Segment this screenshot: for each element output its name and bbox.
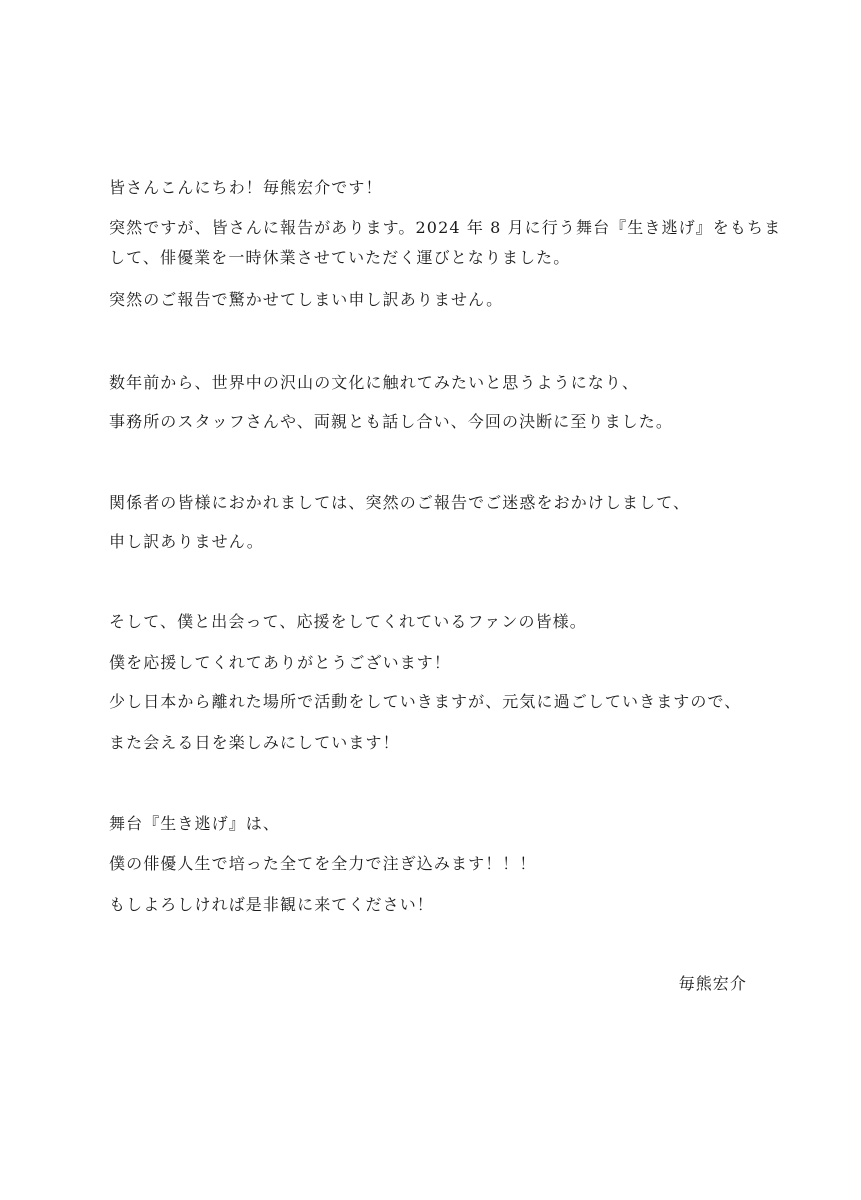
reason-line-1: 数年前から、世界中の沢山の文化に触れてみたいと思うようになり、 [109,373,640,392]
reason-line-2: 事務所のスタッフさんや、両親とも話し合い、今回の決断に至りました。 [109,412,673,431]
greeting-line: 皆さんこんにちわ！毎熊宏介です！ [109,178,383,197]
fans-line-4: また会える日を楽しみにしています！ [109,733,400,752]
apology-line: 突然のご報告で驚かせてしまい申し訳ありません。 [109,290,504,309]
stakeholders-line-2: 申し訳ありません。 [109,532,264,551]
fans-line-2: 僕を応援してくれてありがとうございます！ [109,653,452,672]
stakeholders-line-1: 関係者の皆様におかれましては、突然のご報告でご迷惑をおかけしまして、 [109,493,691,512]
announcement-line-1: 突然ですが、皆さんに報告があります。2024 年 8 月に行う舞台『生き逃げ』をもちま [109,218,782,237]
fans-line-3: 少し日本から離れた場所で活動をしていきますが、元気に過ごしていきますので、 [109,692,742,711]
fans-line-1: そして、僕と出会って、応援をしてくれているファンの皆様。 [109,612,587,631]
stage-line-2: 僕の俳優人生で培った全てを全力で注ぎ込みます！！！ [109,854,537,873]
stage-line-1: 舞台『生き逃げ』は、 [109,814,281,833]
announcement-line-2: して、俳優業を一時休業させていただく運びとなりました。 [109,248,571,267]
signature: 毎熊宏介 [678,974,747,993]
stage-line-3: もしよろしければ是非観に来てください！ [109,895,434,914]
